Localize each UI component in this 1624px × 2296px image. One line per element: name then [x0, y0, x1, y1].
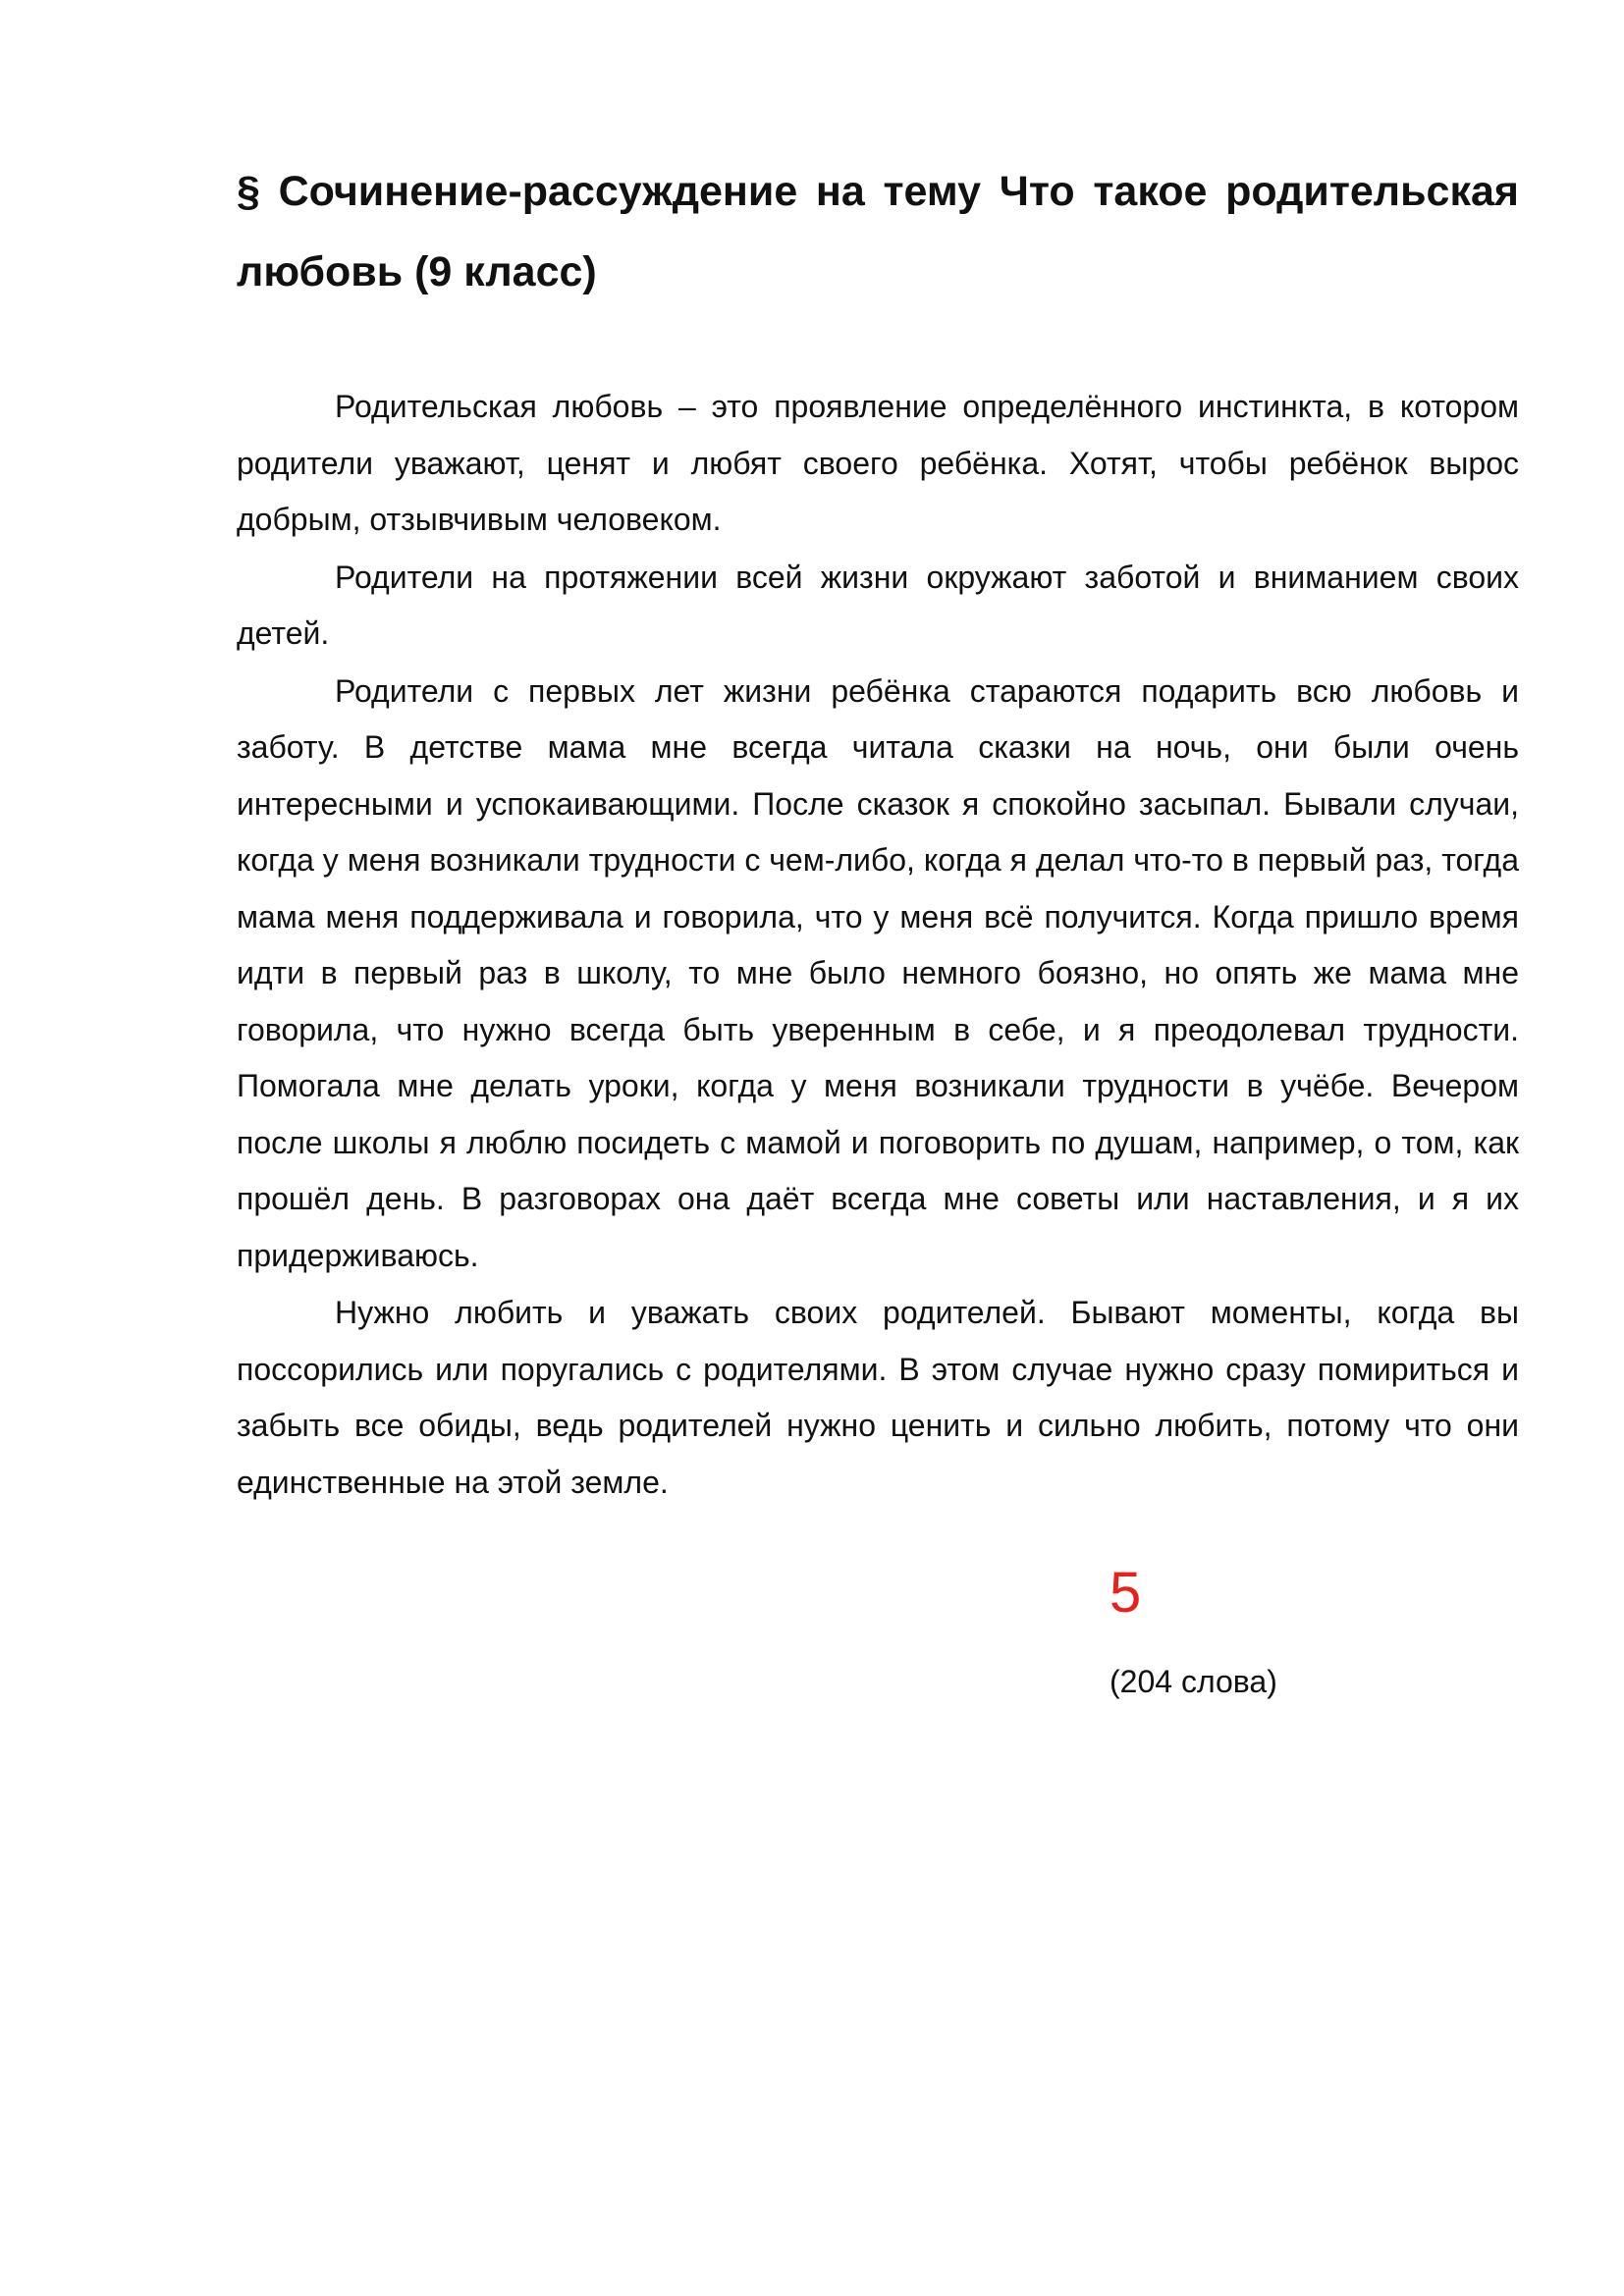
- essay-title: § Сочинение-рассуждение на тему Что такое родительская любовь (9 класс): [237, 168, 1519, 295]
- word-count: (204 слова): [1110, 1664, 1277, 1699]
- essay-content: [237, 151, 1519, 1512]
- essay-paragraph-3: Родители с первых лет жизни ребёнка стараются подарить всю любовь и заботу. В детстве мама мне всегда читала сказки на ночь, они были очень интересными и успокаивающими. После сказок я спокойно засыпал. Бывали случаи, когда у меня возникали трудности с чем-либо, когда я делал что-то в первый раз, тогда мама меня поддерживала и говорила, что у меня всё получится. Когда пришло время идти в первый раз в школу, то мне было немного боязно, но опять же мама мне говорила, что нужно всегда быть уверенным в себе, и я преодолевал трудности. Помогала мне делать уроки, когда у меня возникали трудности в учёбе. Вечером после школы я люблю посидеть с мамой и поговорить по душам, например, о том, как прошёл день. В разговорах она даёт всегда мне советы или наставления, и я их придерживаюсь.: [237, 672, 1519, 1273]
- grade-mark: 5: [1110, 1561, 1142, 1625]
- essay-paragraph-2: Родители на протяжении всей жизни окружают заботой и вниманием своих детей.: [237, 559, 1519, 651]
- essay-paragraph-1: Родительская любовь – это проявление определённого инстинкта, в котором родители уважают, ценят и любят своего ребёнка. Хотят, чтобы ребёнок вырос добрым, отзывчивым человеком.: [237, 389, 1519, 537]
- essay-paragraph-4: Нужно любить и уважать своих родителей. Бывают моменты, когда вы поссорились или поругались с родителями. В этом случае нужно сразу помириться и забыть все обиды, ведь родителей нужно ценить и сильно любить, потому что они единственные на этой земле.: [237, 1295, 1519, 1500]
